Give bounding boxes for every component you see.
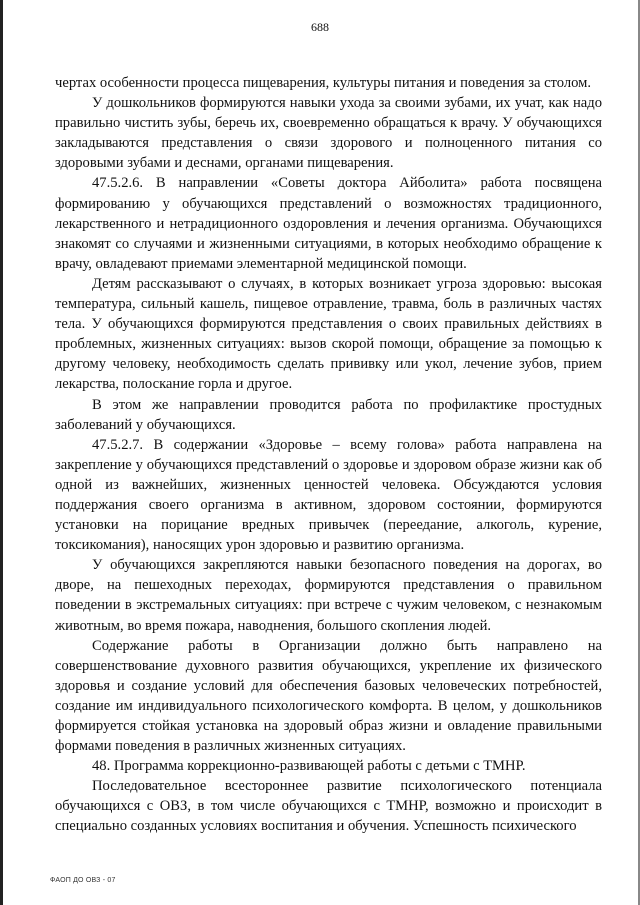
- paragraph-continuation: чертах особенности процесса пищеварения, культуры питания и поведения за столом.: [55, 75, 592, 91]
- paragraph-organization-content: Содержание работы в Организации должно быть направлено на совершенствование духовного развития обучающихся, укрепление их физического здоровья и создание условий для обеспечения базовых человеческих потребностей, создание им индивидуального психологического комфорта. В целом, у дошкольников формируется стойкая установка на здоровый образ жизни и овладение правильными формами поведения в различных жизненных ситуациях.: [55, 637, 602, 755]
- paragraph-safe-behavior: У обучающихся закрепляются навыки безопасного поведения на дорогах, во дворе, на пешеходных переходах, формируются представления о правильном поведении в экстремальных ситуациях: при встрече с чужим человеком, с незнакомым животным, во время пожара, наводнения, большого скопления людей.: [55, 557, 602, 634]
- paragraph-dental-care: У дошкольников формируются навыки ухода за своими зубами, их учат, как надо правильно чистить зубы, беречь их, своевременно обращаться к врачу. У обучающихся закладываются представления о связи здорового и полноценного питания со здоровыми зубами и деснами, органами пищеварения.: [55, 95, 602, 172]
- page-footer: ФАОП ДО ОВЗ - 07: [50, 877, 116, 884]
- scan-edge-left: [0, 0, 3, 905]
- paragraph-psychological-potential: Последовательное всестороннее развитие психологического потенциала обучающихся с ОВЗ, в том числе обучающихся с ТМНР, возможно и происходит в специально созданных условиях воспитания и обучения. Успешность психического: [55, 778, 602, 835]
- paragraph-47-5-2-6: 47.5.2.6. В направлении «Советы доктора Айболита» работа посвящена формированию у обучающихся представлений о возможностях традиционного, лекарственного и нетрадиционного оздоровления и лечения организма. Обучающихся знакомят со случаями и жизненными ситуациями, в которых необходимо обращение к врачу, овладевают приемами элементарной медицинской помощи.: [55, 175, 602, 272]
- paragraph-health-threats: Детям рассказывают о случаях, в которых возникает угроза здоровью: высокая температура, сильный кашель, пищевое отравление, травма, боль в различных частях тела. У обучающихся формируются представления о своих правильных действиях в проблемных, жизненных ситуациях: вызов скорой помощи, обращение за помощью к другому человеку, необходимость сделать прививку или укол, лечение зубов, прием лекарства, полоскание горла и другое.: [55, 275, 602, 393]
- paragraph-cold-prevention: В этом же направлении проводится работа по профилактике простудных заболеваний у обучающихся.: [55, 396, 602, 433]
- page-number: 688: [311, 20, 329, 34]
- paragraph-47-5-2-7: 47.5.2.7. В содержании «Здоровье – всему голова» работа направлена на закрепление у обучающихся представлений о здоровье и здоровом образе жизни как об одной из важнейших, жизненных ценностей человека. Обсуждаются условия поддержания своего организма в активном, здоровом состоянии, формируются установки на порицание вредных привычек (переедание, алкоголь, курение, токсикомания), наносящих урон здоровью и развитию организма.: [55, 436, 602, 554]
- section-heading-48: 48. Программа коррекционно-развивающей работы с детьми с ТМНР.: [92, 758, 526, 775]
- document-body: [55, 73, 602, 837]
